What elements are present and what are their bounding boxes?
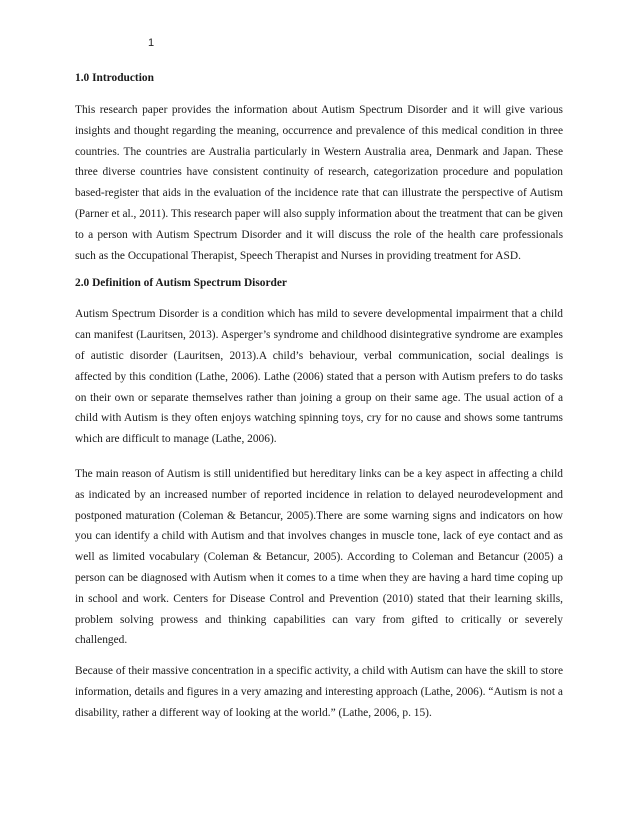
skill-paragraph: Because of their massive concentration in a specific activity, a child with Autism can have the skill to store information, details and figures in a very amazing and interesting approach (Lathe, 2006). “Autism is not a disability, rather a different way of looking at the world.” (Lathe, 2006, p. 15). [75, 665, 563, 719]
section-heading-definition: 2.0 Definition of Autism Spectrum Disorder [75, 277, 287, 290]
cause-paragraph: The main reason of Autism is still unidentified but hereditary links can be a key aspect in affecting a child as indicated by an increased number of reported incidence in relation to delayed neurodevelopment and postponed maturation (Coleman & Betancur, 2005).There are some warning signs and indicators on how you can identify a child with Autism and that involves changes in muscle tone, lack of eye contact and as well as limited vocabulary (Coleman & Betancur, 2005). According to Coleman and Betancur (2005) a person can be diagnosed with Autism when it comes to a time when they are having a hard time coping up in school and work. Centers for Disease Control and Prevention (2010) stated that their learning skills, problem solving prowess and thinking capabilities can vary from gifted to critically or severely challenged. [75, 467, 563, 647]
section-heading-introduction: 1.0 Introduction [75, 72, 154, 84]
definition-paragraph: Autism Spectrum Disorder is a condition which has mild to severe developmental impairment that a child can manifest (Lauritsen, 2013). Asperger’s syndrome and childhood disintegrative syndrome are examples of autistic disorder (Lauritsen, 2013).A child’s behaviour, verbal communication, social dealings is affected by this condition (Lathe, 2006). Lathe (2006) stated that a person with Autism prefers to do tasks on their own or separate themselves rather than joining a group on their same age. The usual action of a child with Autism is they often enjoys watching spinning toys, cry for no cause and shows some tantrums which are difficult to manage (Lathe, 2006). [75, 308, 563, 446]
page-number: 1 [148, 37, 155, 49]
introduction-paragraph: This research paper provides the information about Autism Spectrum Disorder and it will give various insights and thought regarding the meaning, occurrence and prevalence of this medical condition in three countries. The countries are Australia particularly in Western Australia area, Denmark and Japan. These three diverse countries have consistent continuity of research, categorization procedure and population based-register that aids in the evaluation of the incidence rate that can illustrate the perspective of Autism (Parner et al., 2011). This research paper will also supply information about the treatment that can be given to a person with Autism Spectrum Disorder and it will discuss the role of the health care professionals such as the Occupational Therapist, Speech Therapist and Nurses in providing treatment for ASD. [75, 104, 563, 262]
document-body [75, 70, 563, 724]
